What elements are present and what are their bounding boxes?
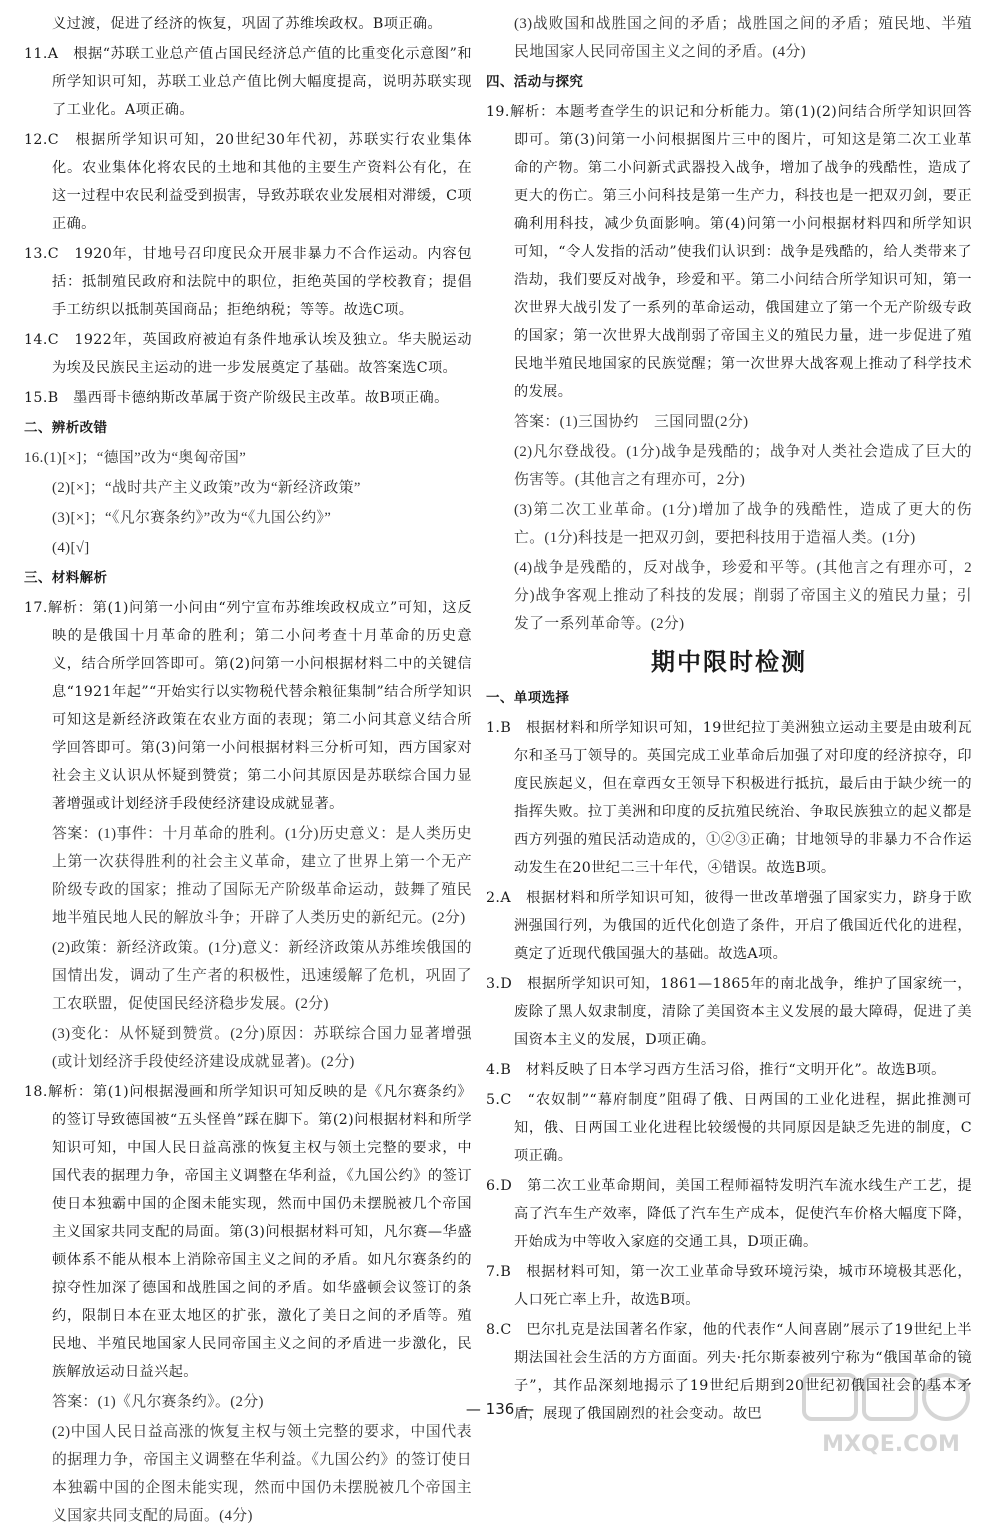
- answer-paragraph: (2)政策：新经济政策。(1分)意义：新经济政策从苏维埃俄国的国情出发，调动了生产者的积极性，迅速缓解了危机，巩固了工农联盟，促使国民经济稳步发展。(2分): [52, 940, 472, 1012]
- answer-paragraph: 3.D 根据所学知识可知，1861—1865年的南北战争，维护了国家统一，废除了黑人奴隶制度，清除了美国资本主义发展的最大障碍，促进了美国资本主义的发展，D项正确。: [486, 976, 972, 1048]
- answer-paragraph: 6.D 第二次工业革命期间，美国工程师福特发明汽车流水线生产工艺，提高了汽车生产效率，降低了汽车生产成本，促使汽车价格大幅度下降，开始成为中等收入家庭的交通工具，D项正确。: [486, 1178, 972, 1250]
- answer-paragraph: 18.解析：第(1)问根据漫画和所学知识可知反映的是《凡尔赛条约》的签订导致德国被“五头怪兽”踩在脚下。第(2)问根据材料和所学知识可知，中国人民日益高涨的恢复主权与领土完整的要求，中国代表的据理力争，帝国主义调整在华利益，《九国公约》的签订使日本独霸中国的企图未能实现，然而中国仍未摆脱被几个帝国主义国家共同支配的局面。第(3)问根据材料可知，凡尔赛—华盛顿体系不能从根本上消除帝国主义之间的矛盾。如凡尔赛条约的掠夺性加深了德国和战胜国之间的矛盾。如华盛顿会议签订的条约，限制日本在亚太地区的扩张，激化了美日之间的矛盾等。殖民地、半殖民地国家人民同帝国主义之间的矛盾进一步激化，民族解放运动日益兴起。: [24, 1084, 472, 1380]
- answer-paragraph: 17.解析：第(1)问第一小问由“列宁宣布苏维埃政权成立”可知，这反映的是俄国十月革命的胜利；第二小问考查十月革命的历史意义，结合所学回答即可。第(2)问第一小问根据材料二中的关键信息“1921年起”“开始实行以实物税代替余粮征集制”结合所学知识可知这是新经济政策在农业方面的表现；第二小问其意义结合所学回答即可。第(3)问第一小问根据材料三分析可知，西方国家对社会主义认识从怀疑到赞赏；第二小问其原因是苏联综合国力显著增强或计划经济手段使经济建设成就显著。: [24, 600, 472, 812]
- test-title: 期中限时检测: [651, 648, 807, 676]
- answer-paragraph: 11.A 根据“苏联工业总产值占国民经济总产值的比重变化示意图”和所学知识可知，苏联工业总产值比例大幅度提高，说明苏联实现了工业化。A项正确。: [24, 46, 472, 118]
- answer-paragraph: 19.解析：本题考查学生的识记和分析能力。第(1)(2)问结合所学知识回答即可。第(3)问第一小问根据图片三中的图片，可知这是第二次工业革命的产物。第二小问新式武器投入战争，增加了战争的残酷性，造成了更大的伤亡。第三小问科技是第一生产力，科技也是一把双刃剑，要正确利用科技，减少负面影响。第(4)问第一小问根据材料四和所学知识可知，“令人发指的活动”使我们认识到：战争是残酷的，给人类带来了浩劫，我们要反对战争，珍爱和平。第二小问结合所学知识可知，第一次世界大战引发了一系列的革命运动，俄国建立了第一个无产阶级专政的国家；第一次世界大战削弱了帝国主义的殖民力量，进一步促进了殖民地半殖民地国家的民族觉醒；第一次世界大战客观上推动了科学技术的发展。: [486, 104, 972, 400]
- answer-paragraph: 答案：(1)事件：十月革命的胜利。(1分)历史意义：是人类历史上第一次获得胜利的社会主义革命，建立了世界上第一个无产阶级专政的国家；推动了国际无产阶级革命运动，鼓舞了殖民地半殖民地人民的解放斗争；开辟了人类历史的新纪元。(2分): [52, 826, 472, 926]
- answer-paragraph: (2)[×]；“战时共产主义政策”改为“新经济政策”: [52, 480, 361, 496]
- answer-paragraph: (4)[√]: [52, 540, 90, 556]
- page-number: — 136 —: [465, 1400, 535, 1418]
- section-heading: 一、单项选择: [486, 690, 570, 706]
- answer-paragraph: 8.C 巴尔扎克是法国著名作家，他的代表作“人间喜剧”展示了19世纪上半期法国社会生活的方方面面。列夫·托尔斯泰被列宁称为“俄国革命的镜子”，其作品深刻地揭示了19世纪后期到20世纪初俄国社会的基本矛盾，展现了俄国剧烈的社会变动。故巴: [486, 1322, 972, 1422]
- answer-paragraph: 16.(1)[×]；“德国”改为“奥匈帝国”: [24, 450, 247, 466]
- answer-paragraph: (2)凡尔登战役。(1分)战争是残酷的；战争对人类社会造成了巨大的伤害等。(其他言之有理亦可，2分): [514, 444, 972, 488]
- left-column: [24, 10, 472, 1532]
- section-heading: 三、材料解析: [24, 570, 108, 586]
- answer-paragraph: 义过渡，促进了经济的恢复，巩固了苏维埃政权。B项正确。: [52, 16, 443, 32]
- answer-paragraph: (3)变化：从怀疑到赞赏。(2分)原因：苏联综合国力显著增强(或计划经济手段使经济建设成就显著)。(2分): [52, 1026, 472, 1070]
- answer-paragraph: 7.B 根据材料可知，第一次工业革命导致环境污染，城市环境极其恶化，人口死亡率上升，故选B项。: [486, 1264, 972, 1308]
- answer-paragraph: 答案：(1)三国协约 三国同盟(2分): [514, 414, 749, 430]
- watermark-text: MXQE.COM: [822, 1432, 960, 1457]
- answer-paragraph: (2)中国人民日益高涨的恢复主权与领土完整的要求，中国代表的据理力争，帝国主义调整在华利益。《九国公约》的签订使日本独霸中国的企图未能实现，然而中国仍未摆脱被几个帝国主义国家共同支配的局面。(4分): [52, 1424, 472, 1524]
- answer-paragraph: 13.C 1920年，甘地号召印度民众开展非暴力不合作运动。内容包括：抵制殖民政府和法院中的职位，拒绝英国的学校教育；提倡手工纺织以抵制英国商品；拒绝纳税；等等。故选C项。: [24, 246, 472, 318]
- answer-paragraph: (3)[×]；“《凡尔赛条约》”改为“《九国公约》”: [52, 510, 332, 526]
- answer-paragraph: 14.C 1922年，英国政府被迫有条件地承认埃及独立。华夫脱运动为埃及民族民主运动的进一步发展奠定了基础。故答案选C项。: [24, 332, 472, 376]
- answer-paragraph: (3)战败国和战胜国之间的矛盾；战胜国之间的矛盾；殖民地、半殖民地国家人民同帝国主义之间的矛盾。(4分): [514, 16, 972, 60]
- answer-paragraph: 15.B 墨西哥卡德纳斯改革属于资产阶级民主改革。故B项正确。: [24, 390, 449, 406]
- answer-paragraph: 2.A 根据材料和所学知识可知，彼得一世改革增强了国家实力，跻身于欧洲强国行列，为俄国的近代化创造了条件，开启了俄国近代化的进程，奠定了近现代俄国强大的基础。故选A项。: [486, 890, 972, 962]
- answer-paragraph: 1.B 根据材料和所学知识可知，19世纪拉丁美洲独立运动主要是由玻利瓦尔和圣马丁领导的。英国完成工业革命后加强了对印度的经济掠夺，印度民族起义，但在章西女王领导下积极进行抵抗，最后由于缺少统一的指挥失败。拉丁美洲和印度的反抗殖民统治、争取民族独立的起义都是西方列强的殖民活动造成的，①②③正确；甘地领导的非暴力不合作运动发生在20世纪二三十年代，④错误。故选B项。: [486, 720, 972, 876]
- answer-paragraph: 5.C “农奴制”“幕府制度”阻碍了俄、日两国的工业化进程，据此推测可知，俄、日两国工业化进程比较缓慢的共同原因是缺乏先进的制度，C项正确。: [486, 1092, 972, 1164]
- answer-paragraph: 12.C 根据所学知识可知，20世纪30年代初，苏联实行农业集体化。农业集体化将农民的土地和其他的主要生产资料公有化，在这一过程中农民利益受到损害，导致苏联农业发展相对滞缓，C项正确。: [24, 132, 472, 232]
- answer-paragraph: 答案：(1)《凡尔赛条约》。(2分): [52, 1394, 264, 1410]
- section-heading: 二、辨析改错: [24, 420, 108, 436]
- answer-paragraph: 4.B 材料反映了日本学习西方生活习俗，推行“文明开化”。故选B项。: [486, 1062, 946, 1078]
- answer-paragraph: (3)第二次工业革命。(1分)增加了战争的残酷性，造成了更大的伤亡。(1分)科技是一把双刃剑，要把科技用于造福人类。(1分): [514, 502, 972, 546]
- answer-paragraph: (4)战争是残酷的，反对战争，珍爱和平等。(其他言之有理亦可，2分)战争客观上推动了科技的发展；削弱了帝国主义的殖民力量；引发了一系列革命等。(2分): [514, 560, 972, 632]
- right-column: [486, 10, 972, 1430]
- section-heading: 四、活动与探究: [486, 74, 584, 90]
- watermark-logo: [796, 1371, 986, 1461]
